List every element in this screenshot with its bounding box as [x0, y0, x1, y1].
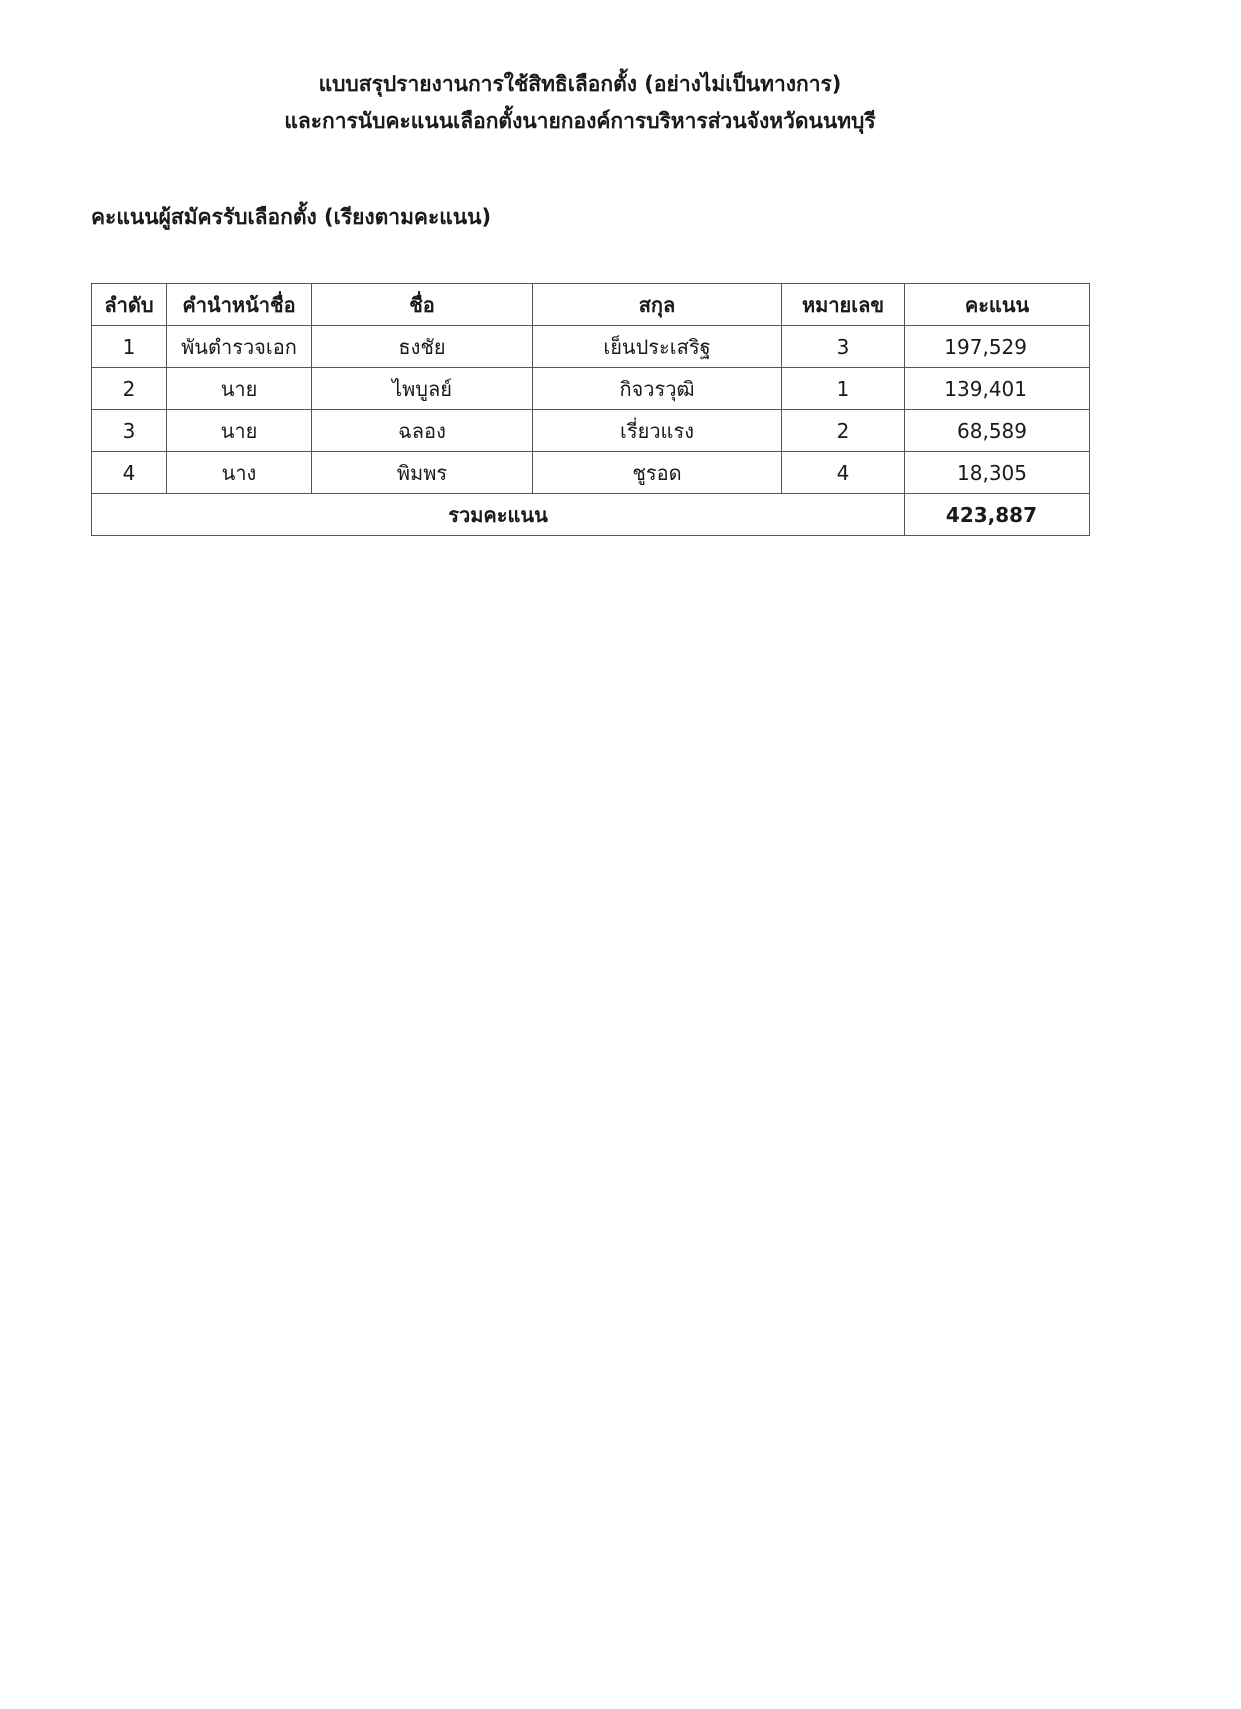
cell-last-name: เย็นประเสริฐ [533, 326, 782, 368]
cell-last-name: กิจวรวุฒิ [533, 368, 782, 410]
table-row [92, 368, 1090, 410]
cell-score: 139,401 [905, 368, 1090, 410]
cell-number: 1 [782, 368, 905, 410]
report-title [0, 66, 1160, 140]
cell-score: 197,529 [905, 326, 1090, 368]
cell-rank: 4 [92, 452, 167, 494]
column-header-prefix: คำนำหน้าชื่อ [167, 284, 312, 326]
column-header-first-name: ชื่อ [312, 284, 533, 326]
total-value: 423,887 [905, 494, 1090, 536]
title-line-1: แบบสรุปรายงานการใช้สิทธิเลือกตั้ง (อย่างไม่เป็นทางการ) [318, 72, 842, 96]
cell-prefix: นาง [167, 452, 312, 494]
table-header-row [92, 284, 1090, 326]
results-table [91, 283, 1090, 536]
cell-first-name: พิมพร [312, 452, 533, 494]
cell-rank: 3 [92, 410, 167, 452]
cell-rank: 1 [92, 326, 167, 368]
table-row [92, 452, 1090, 494]
column-header-number: หมายเลข [782, 284, 905, 326]
cell-prefix: นาย [167, 410, 312, 452]
column-header-score: คะแนน [905, 284, 1090, 326]
cell-last-name: เรี่ยวแรง [533, 410, 782, 452]
section-heading: คะแนนผู้สมัครรับเลือกตั้ง (เรียงตามคะแนน) [91, 205, 492, 229]
cell-first-name: ไพบูลย์ [312, 368, 533, 410]
cell-last-name: ชูรอด [533, 452, 782, 494]
table-row [92, 326, 1090, 368]
column-header-last-name: สกุล [533, 284, 782, 326]
cell-first-name: ธงชัย [312, 326, 533, 368]
title-line-2: และการนับคะแนนเลือกตั้งนายกองค์การบริหารส่วนจังหวัดนนทบุรี [284, 109, 876, 133]
cell-score: 18,305 [905, 452, 1090, 494]
cell-prefix: นาย [167, 368, 312, 410]
cell-number: 3 [782, 326, 905, 368]
cell-rank: 2 [92, 368, 167, 410]
cell-score: 68,589 [905, 410, 1090, 452]
column-header-rank: ลำดับ [92, 284, 167, 326]
cell-number: 2 [782, 410, 905, 452]
total-label: รวมคะแนน [92, 494, 905, 536]
cell-number: 4 [782, 452, 905, 494]
total-row [92, 494, 1090, 536]
cell-prefix: พันตำรวจเอก [167, 326, 312, 368]
cell-first-name: ฉลอง [312, 410, 533, 452]
table-row [92, 410, 1090, 452]
